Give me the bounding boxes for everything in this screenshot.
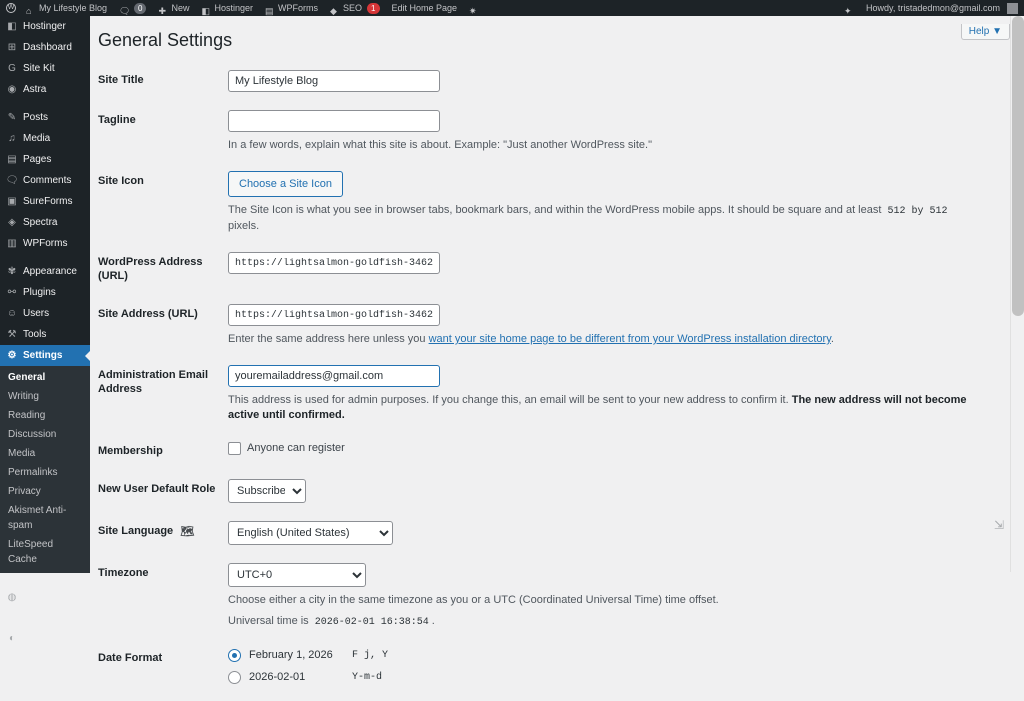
row-tagline	[98, 101, 978, 162]
sidebar-item-wpforms[interactable]	[0, 233, 90, 254]
gear-icon: ✷	[469, 6, 477, 16]
date-format-label-1: February 1, 2026	[249, 649, 333, 661]
help-label: Help	[968, 26, 990, 37]
sidebar-item-sureforms[interactable]	[0, 191, 90, 212]
dashboard-icon: ⊞	[7, 42, 17, 53]
admin-sidebar	[0, 16, 90, 650]
avatar	[1007, 3, 1018, 14]
membership-checkbox-row	[228, 441, 970, 456]
date-format-code-1: F j, Y	[349, 648, 391, 663]
row-default-role	[98, 470, 978, 512]
site-icon-description	[228, 203, 970, 234]
site-title-input[interactable]	[228, 70, 440, 92]
tools-icon: ⚒	[7, 329, 17, 340]
sidebar-item-spectra[interactable]	[0, 212, 90, 233]
extra-menu[interactable]	[463, 0, 485, 16]
seo-menu[interactable]	[324, 0, 385, 16]
sidebar-item-label: All in One SEO	[23, 585, 67, 609]
row-site-address	[98, 295, 978, 356]
cell-membership	[228, 432, 978, 470]
users-icon: ☺	[6, 308, 18, 319]
settings-submenu	[0, 366, 90, 573]
cell-admin-email	[228, 356, 978, 432]
seo-icon: ◆	[330, 6, 337, 16]
comments-count: 0	[134, 3, 146, 14]
sidebar-item-label: Comments	[23, 175, 72, 186]
label-admin-email: Administration Email Address	[98, 369, 209, 395]
row-admin-email	[98, 356, 978, 432]
menu-separator	[0, 614, 90, 621]
site-icon-size-code: 512 by 512	[884, 206, 950, 217]
universal-time-row	[228, 614, 970, 630]
row-site-icon	[98, 162, 978, 243]
brush-icon: ✾	[7, 266, 17, 277]
comment-icon: 🗨	[119, 6, 131, 16]
cell-wordpress-address	[228, 243, 978, 295]
wpforms-icon: ▤	[265, 6, 274, 16]
cell-default-role	[228, 470, 978, 512]
anyone-can-register-label: Anyone can register	[247, 442, 345, 454]
help-toggle-button[interactable]	[961, 24, 1010, 40]
admin-email-desc-strong: The new address will not become active until confirmed.	[228, 394, 967, 421]
sidebar-item-label: Site Kit	[23, 63, 55, 74]
submenu-item-reading[interactable]: Reading	[8, 410, 46, 421]
label-tagline: Tagline	[98, 114, 136, 126]
anyone-can-register-checkbox[interactable]	[228, 442, 241, 455]
submenu-item-general[interactable]: General	[8, 372, 46, 383]
timezone-description: Choose either a city in the same timezone as you or a UTC (Coordinated Universal Time) time offset.	[228, 594, 719, 606]
sidebar-item-site-kit[interactable]	[0, 58, 90, 79]
sidebar-item-comments[interactable]	[0, 170, 90, 191]
submenu-item-media[interactable]: Media	[8, 448, 36, 459]
wordpress-address-input[interactable]	[228, 252, 440, 274]
translation-icon: 🗺	[180, 526, 195, 538]
label-timezone: Timezone	[98, 567, 149, 579]
chevron-down-icon: ▼	[992, 26, 1002, 37]
admin-email-input[interactable]	[228, 365, 440, 387]
litespeed-icon: ◐	[8, 632, 16, 644]
astra-icon: ◉	[7, 84, 17, 95]
sidebar-item-appearance[interactable]	[0, 261, 90, 282]
sidebar-item-label: Pages	[23, 154, 52, 165]
sureforms-icon: ▣	[7, 196, 17, 207]
sidebar-item-dashboard[interactable]	[0, 37, 90, 58]
sidebar-item-posts[interactable]	[0, 107, 90, 128]
general-settings-form	[98, 61, 978, 701]
choose-site-icon-button[interactable]: Choose a Site Icon	[228, 171, 343, 197]
default-role-select[interactable]	[228, 479, 306, 503]
timezone-select[interactable]	[228, 563, 366, 587]
media-icon: ♫	[8, 133, 16, 144]
sidebar-item-astra[interactable]	[0, 79, 90, 100]
sidebar-item-label: LiteSpeed Cache	[23, 626, 69, 650]
cell-timezone	[228, 554, 978, 639]
date-format-radio-2[interactable]	[228, 671, 241, 684]
hostinger-label: Hostinger	[214, 3, 254, 13]
tagline-description: In a few words, explain what this site is about. Example: "Just another WordPress site."	[228, 139, 652, 151]
settings-icon: ⚙	[7, 350, 17, 361]
row-date-format	[98, 639, 978, 701]
sidebar-item-label: SureForms	[23, 196, 73, 207]
sidebar-item-label: Hostinger	[23, 21, 66, 32]
sidebar-item-label: Plugins	[23, 287, 56, 298]
sidebar-item-label: Dashboard	[23, 42, 72, 53]
site-language-label: Site Language	[98, 525, 174, 537]
comment-icon: 🗨	[5, 175, 19, 186]
resize-handle-icon[interactable]: ⇲	[994, 518, 1005, 532]
page-title: General Settings	[98, 30, 233, 50]
site-address-help-link[interactable]: want your site home page to be different from your WordPress installation directory	[428, 333, 831, 345]
sparkle-button[interactable]	[838, 0, 860, 16]
new-content-menu[interactable]	[152, 0, 195, 16]
plug-icon: ⚯	[7, 287, 17, 298]
label-wordpress-address: WordPress Address (URL)	[98, 256, 203, 282]
label-site-language	[98, 512, 228, 554]
sitekit-icon: G	[8, 63, 16, 74]
admin-email-desc-a: This address is used for admin purposes. If you change this, an email will be sent to your new address to confirm it.	[228, 394, 789, 406]
wordpress-logo-button[interactable]	[0, 0, 20, 16]
label-site-address: Site Address (URL)	[98, 308, 198, 320]
hostinger-icon: ◧	[7, 21, 17, 32]
pin-icon: ✎	[7, 112, 17, 123]
home-icon: ⌂	[26, 6, 32, 16]
universal-time-label: Universal time is	[228, 615, 309, 627]
tagline-input[interactable]	[228, 110, 440, 132]
sidebar-item-label: WPForms	[23, 238, 68, 249]
page-scrollbar[interactable]	[1010, 16, 1024, 572]
admin-email-description	[228, 393, 970, 423]
universal-time-value: 2026-02-01 16:38:54	[312, 617, 432, 628]
submenu-item-akismet[interactable]: Akismet Anti-spam	[8, 505, 67, 531]
submenu-item-litespeed-cache[interactable]: LiteSpeed Cache	[8, 539, 54, 565]
account-menu[interactable]	[860, 0, 1024, 16]
sidebar-item-users[interactable]	[0, 303, 90, 324]
cell-site-address	[228, 295, 978, 356]
menu-separator	[0, 100, 90, 107]
row-membership	[98, 432, 978, 470]
sidebar-item-plugins[interactable]	[0, 282, 90, 303]
sidebar-item-all-in-one-seo[interactable]	[0, 580, 90, 614]
site-address-description	[228, 332, 970, 347]
sidebar-item-label: Users	[23, 308, 50, 319]
date-format-radio-1[interactable]	[228, 649, 241, 662]
site-icon-desc-b: pixels.	[228, 220, 260, 232]
row-wordpress-address	[98, 243, 978, 295]
menu-separator	[0, 573, 90, 580]
date-format-option-2[interactable]	[228, 670, 970, 685]
cell-site-language	[228, 512, 978, 554]
sidebar-item-label: Tools	[23, 329, 47, 340]
sidebar-item-label: Posts	[23, 112, 49, 123]
wordpress-icon: W	[7, 4, 15, 11]
sidebar-item-label: Media	[23, 133, 51, 144]
date-format-option-1[interactable]	[228, 648, 970, 663]
sidebar-item-litespeed-cache[interactable]	[0, 621, 90, 655]
site-language-select[interactable]	[228, 521, 393, 545]
site-icon-desc-a: The Site Icon is what you see in browser tabs, bookmark bars, and within the WordPress mobile apps. It should be square and at least	[228, 204, 882, 216]
submenu-item-privacy[interactable]: Privacy	[8, 486, 41, 497]
date-format-code-2: Y-m-d	[349, 670, 385, 685]
edit-home-label: Edit Home Page	[391, 3, 458, 13]
aioseo-icon: ◍	[7, 591, 17, 603]
sidebar-item-label: Settings	[23, 350, 63, 361]
wpforms-label: WPForms	[278, 3, 319, 13]
label-site-title: Site Title	[98, 74, 144, 86]
seo-count-badge: 1	[367, 3, 379, 14]
submenu-item-writing[interactable]: Writing	[8, 391, 39, 402]
row-site-language	[98, 512, 978, 554]
sidebar-item-label: Appearance	[23, 266, 77, 277]
sidebar-item-label: Astra	[23, 84, 47, 95]
row-timezone	[98, 554, 978, 639]
wpforms-menu[interactable]	[259, 0, 324, 16]
plus-icon: ✚	[158, 6, 167, 16]
site-address-desc-b: .	[830, 333, 834, 345]
row-site-title	[98, 61, 978, 101]
sidebar-item-tools[interactable]	[0, 324, 90, 345]
seo-label: SEO	[343, 3, 363, 13]
scrollbar-thumb[interactable]	[1012, 16, 1024, 316]
cell-site-icon	[228, 162, 978, 243]
sparkle-icon: ✦	[843, 6, 852, 16]
new-label: New	[171, 3, 190, 13]
spectra-icon: ◈	[8, 217, 16, 228]
site-name-menu[interactable]	[20, 0, 113, 16]
cell-date-format	[228, 639, 978, 701]
label-membership: Membership	[98, 445, 163, 457]
admin-bar	[0, 0, 1024, 16]
site-address-input[interactable]	[228, 304, 440, 326]
sidebar-item-media[interactable]	[0, 128, 90, 149]
sidebar-item-hostinger[interactable]	[0, 16, 90, 37]
comments-menu[interactable]	[113, 0, 152, 16]
page-icon: ▤	[7, 154, 17, 165]
site-name-label: My Lifestyle Blog	[39, 3, 108, 13]
help-tab-wrap	[961, 22, 1010, 38]
sidebar-item-pages[interactable]	[0, 149, 90, 170]
hostinger-menu[interactable]	[196, 0, 260, 16]
sidebar-item-settings[interactable]	[0, 345, 90, 366]
label-site-icon: Site Icon	[98, 175, 144, 187]
hostinger-icon: ◧	[201, 6, 211, 16]
howdy-label: Howdy, tristadedmon@gmail.com	[865, 3, 1000, 13]
menu-separator	[0, 254, 90, 261]
wpforms-icon: ▥	[7, 238, 17, 249]
edit-home-page-link[interactable]	[386, 0, 464, 16]
submenu-item-permalinks[interactable]: Permalinks	[8, 467, 58, 478]
cell-site-title	[228, 61, 978, 101]
site-address-desc-a: Enter the same address here unless you	[228, 333, 426, 345]
sidebar-item-label: Spectra	[23, 217, 58, 228]
label-default-role: New User Default Role	[98, 483, 216, 495]
submenu-item-discussion[interactable]: Discussion	[8, 429, 57, 440]
label-date-format: Date Format	[98, 652, 163, 664]
date-format-label-2: 2026-02-01	[249, 671, 306, 683]
main-content	[90, 16, 1024, 683]
universal-time-suffix: .	[431, 615, 435, 627]
cell-tagline	[228, 101, 978, 162]
